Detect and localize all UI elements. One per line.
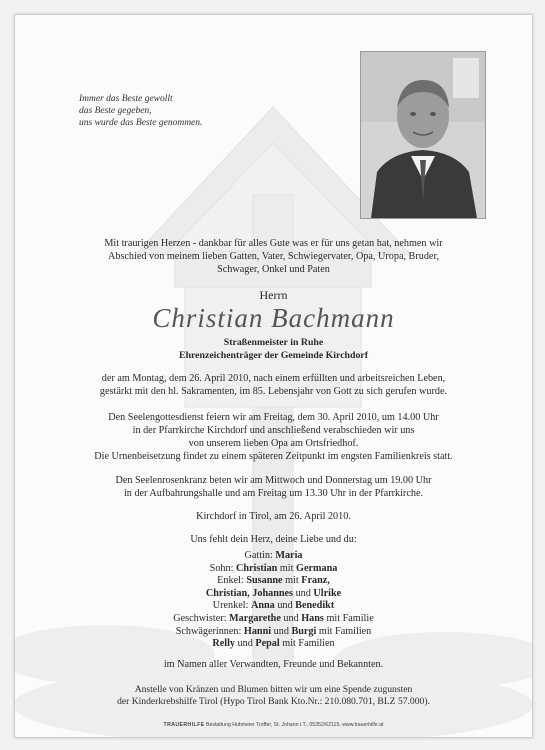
name: Christian xyxy=(236,562,278,574)
label: Schwägerinnen: xyxy=(175,625,242,637)
name: Hans xyxy=(301,612,324,624)
roles xyxy=(35,336,512,362)
name: Relly xyxy=(212,638,235,650)
family-siblings xyxy=(35,613,512,626)
role-line: Straßenmeister in Ruhe xyxy=(223,337,324,348)
family-son xyxy=(35,563,512,576)
honorific: Herrn xyxy=(259,288,288,302)
family-sisters-in-law-2 xyxy=(35,638,512,651)
suffix: mit Familie xyxy=(326,612,374,624)
closing-line: im Namen aller Verwandten, Freunde und Bekannten. xyxy=(163,659,384,670)
death-notice-line: der am Montag, dem 26. April 2010, nach einem erfüllten und arbeitsreichen Leben, xyxy=(101,373,446,384)
family-grandchildren-2 xyxy=(35,588,512,601)
place-date: Kirchdorf in Tirol, am 26. April 2010. xyxy=(196,511,351,522)
intro-text xyxy=(35,237,512,276)
connector: und xyxy=(273,625,289,637)
funeral-line: in der Pfarrkirche Kirchdorf und anschließend verabschieden wir uns xyxy=(132,425,415,437)
label: Geschwister: xyxy=(173,612,227,624)
connector: mit xyxy=(285,575,299,587)
name: Pepal xyxy=(255,638,280,650)
intro-line: Schwager, Onkel und Paten xyxy=(217,264,330,276)
rosary-details xyxy=(35,474,512,500)
intro-line: Mit traurigen Herzen - dankbar für alles Gute was er für uns getan hat, nehmen wir xyxy=(104,238,443,249)
donation-line: der Kinderkrebshilfe Tirol (Hypo Tirol Bank Kto.Nr.: 210.080.701, BLZ 57.000). xyxy=(117,696,430,707)
funeral-details xyxy=(35,411,512,463)
family-list xyxy=(35,550,512,651)
label: Urenkel: xyxy=(212,600,249,612)
portrait-image xyxy=(361,52,485,218)
funeral-home-footer xyxy=(35,722,512,728)
obituary-sheet xyxy=(14,14,533,738)
memorial-quote xyxy=(79,93,202,129)
suffix: mit Familien xyxy=(282,638,335,650)
label: Enkel: xyxy=(217,575,244,587)
connector: und xyxy=(283,612,299,624)
funeral-line: Die Urnenbeisetzung findet zu einem späteren Zeitpunkt im engsten Familienkreis statt. xyxy=(94,451,453,463)
family-wife xyxy=(35,550,512,563)
name: Hanni xyxy=(243,625,272,637)
death-notice-line: gestärkt mit den hl. Sakramenten, im 85. Lebensjahr von Gott zu sich gerufen wurde. xyxy=(99,386,448,398)
connector: mit xyxy=(279,562,294,574)
footer-brand: TRAUERHILFE xyxy=(163,722,205,728)
rosary-line: Den Seelenrosenkranz beten wir am Mittwoch und Donnerstag um 19.00 Uhr xyxy=(115,475,432,486)
name: Christian, Johannes xyxy=(205,587,294,599)
name: Maria xyxy=(275,550,303,561)
quote-line: Immer das Beste gewollt xyxy=(79,94,173,104)
name: Margarethe xyxy=(229,612,281,624)
missing-line: Uns fehlt dein Herz, deine Liebe und du: xyxy=(190,534,357,545)
quote-line: das Beste gegeben, xyxy=(79,106,152,116)
family-sisters-in-law xyxy=(35,626,512,639)
name: Franz, xyxy=(301,575,330,587)
rosary-line: in der Aufbahrungshalle und am Freitag um 13.30 Uhr in der Pfarrkirche. xyxy=(123,488,424,500)
family-grandchildren xyxy=(35,575,512,588)
role-line: Ehrenzeichenträger der Gemeinde Kirchdorf xyxy=(179,350,368,362)
label: Sohn: xyxy=(209,562,234,574)
intro-line: Abschied von meinem lieben Gatten, Vater, Schwiegervater, Opa, Uropa, Bruder, xyxy=(108,251,439,263)
family-great-grandchildren xyxy=(35,600,512,613)
funeral-line: Den Seelengottesdienst feiern wir am Freitag, dem 30. April 2010, um 14.00 Uhr xyxy=(108,412,439,423)
name: Ulrike xyxy=(313,587,342,599)
name: Susanne xyxy=(246,575,283,587)
name: Benedikt xyxy=(295,600,335,612)
connector: und xyxy=(295,587,311,599)
name: Germana xyxy=(296,562,338,574)
deceased-name: Christian Bachmann xyxy=(152,303,395,333)
footer-text: Bestattung Hubmeier Troffer, St. Johann i.T., 05352/62115, www.trauerhilfe.at xyxy=(206,722,384,728)
funeral-line: von unserem lieben Opa am Ortsfriedhof. xyxy=(188,438,359,450)
death-notice xyxy=(35,372,512,398)
donation-request xyxy=(35,684,512,708)
connector: und xyxy=(277,600,293,612)
quote-line: uns wurde das Beste genommen. xyxy=(79,118,203,128)
connector: und xyxy=(237,638,253,650)
suffix: mit Familien xyxy=(318,625,372,637)
donation-line: Anstelle von Kränzen und Blumen bitten wir um eine Spende zugunsten xyxy=(134,684,413,695)
name: Anna xyxy=(250,600,275,612)
label: Gattin: xyxy=(244,550,273,561)
portrait-photo xyxy=(360,51,486,219)
name: Burgi xyxy=(291,625,317,637)
